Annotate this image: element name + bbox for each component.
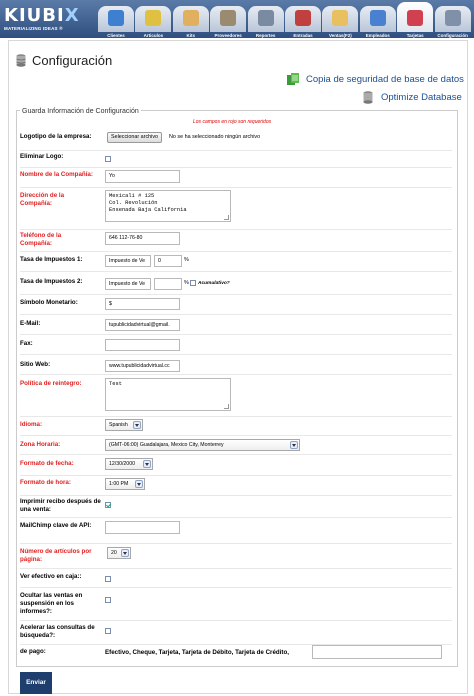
configuracion-icon	[445, 10, 461, 26]
chevron-down-icon	[121, 549, 129, 557]
database-backup-icon	[286, 73, 300, 86]
hide-suspended-checkbox[interactable]	[105, 597, 111, 603]
return-policy-textarea[interactable]	[105, 378, 231, 411]
row-timezone	[20, 435, 452, 455]
fax-input[interactable]	[105, 339, 180, 351]
items-per-page-value: 20	[111, 550, 117, 556]
page-title: Configuración	[32, 53, 113, 68]
articulos-icon	[145, 10, 161, 26]
language-label: Idioma:	[20, 421, 43, 428]
row-time-format	[20, 475, 452, 496]
cash-checkbox[interactable]	[105, 576, 111, 582]
choose-file-button[interactable]: Seleccionar archivo	[107, 132, 162, 143]
row-tax1	[20, 251, 452, 272]
row-mailchimp	[20, 517, 452, 544]
timezone-value: (GMT-06:00) Guadalajara, Mexico City, Monterrey	[109, 442, 224, 448]
row-language	[20, 416, 452, 436]
tax2-label: Tasa de Impuestos 2:	[20, 278, 83, 285]
date-format-label: Formato de fecha:	[20, 460, 74, 467]
currency-label: Símbolo Monetario:	[20, 299, 78, 306]
resize-grip-icon[interactable]	[224, 215, 229, 220]
items-per-page-select[interactable]	[107, 547, 131, 559]
submit-button[interactable]: Enviar	[20, 672, 52, 694]
database-icon	[16, 54, 26, 67]
timezone-select[interactable]	[105, 439, 300, 451]
reportes-icon	[258, 10, 274, 26]
row-website	[20, 354, 452, 375]
row-logo	[20, 128, 452, 151]
chevron-down-icon	[133, 421, 141, 429]
brand-tagline: MATERIALIZING IDEAS ®	[4, 26, 63, 31]
time-format-label: Formato de hora:	[20, 479, 71, 486]
nav-tab-label: Proveedores	[214, 33, 242, 38]
time-format-select[interactable]	[105, 478, 145, 490]
nav-tab-label: Entradas	[293, 33, 313, 38]
phone-input[interactable]: 646 112-76-80	[105, 232, 180, 245]
nav-tab-label: Tarjetas	[406, 33, 424, 38]
cumulative-checkbox[interactable]	[190, 280, 196, 286]
address-text: Mexicali # 125 Col. Revolución Ensenada Baja California	[109, 193, 187, 213]
date-format-select[interactable]	[105, 458, 153, 470]
resize-grip-icon[interactable]	[224, 404, 229, 409]
database-optimize-icon	[363, 91, 373, 104]
tarjetas-icon	[407, 10, 423, 26]
address-textarea[interactable]	[105, 190, 231, 222]
row-return-policy	[20, 374, 452, 417]
website-label: Sitio Web:	[20, 361, 51, 368]
required-note: Los campos en rojo son requeridos	[193, 119, 272, 125]
nav-tab-label: Reportes	[255, 33, 276, 38]
address-label: Dirección de la Compañía:	[20, 192, 65, 207]
tax1-name-input[interactable]: Impuesto de Ve	[105, 255, 151, 267]
tax2-name-input[interactable]: Impuesto de Ve	[105, 278, 151, 290]
top-nav-bar	[0, 0, 474, 38]
language-select[interactable]	[105, 419, 143, 431]
tax1-percent: %	[184, 257, 189, 263]
row-date-format	[20, 454, 452, 476]
chevron-down-icon	[135, 480, 143, 488]
proveedores-icon	[220, 10, 236, 26]
nav-tab-label: Articulos	[143, 33, 164, 38]
file-status: No se ha seleccionado ningún archivo	[169, 134, 261, 140]
row-fax	[20, 334, 452, 355]
nav-tab-label: Empleados	[365, 33, 390, 38]
return-policy-label: Política de reintegro:	[20, 380, 82, 387]
fieldset-legend: Guarda Información de Configuración	[22, 108, 139, 115]
clientes-icon	[108, 10, 124, 26]
hide-suspended-label: Ocultar las ventas en suspensión en los informes?:	[20, 592, 83, 615]
mailchimp-input[interactable]	[105, 521, 180, 534]
tax1-rate-input[interactable]: 0	[154, 255, 182, 267]
tax1-label: Tasa de Impuestos 1:	[20, 256, 83, 263]
row-payment-types	[20, 644, 452, 665]
mailchimp-label: MailChimp clave de API:	[20, 522, 92, 529]
delete-logo-checkbox[interactable]	[105, 156, 111, 162]
optimize-database-link[interactable]: Optimize Database	[381, 92, 462, 103]
kits-icon	[183, 10, 199, 26]
row-delete-logo	[20, 150, 452, 168]
brand-logo[interactable]	[4, 5, 80, 35]
items-per-page-label: Número de artículos por página:	[20, 548, 92, 563]
payment-types-label: de pago:	[20, 648, 46, 655]
language-value: Spanish	[109, 422, 128, 428]
row-print-receipt	[20, 495, 452, 518]
email-label: E-Mail:	[20, 320, 41, 327]
cumulative-label: Acumulativo?	[198, 281, 230, 286]
payment-types-text: Efectivo, Cheque, Tarjeta, Tarjeta de Débito, Tarjeta de Crédito,	[105, 649, 289, 656]
nav-tab-label: Configuración	[437, 33, 468, 38]
print-receipt-checkbox[interactable]	[105, 502, 111, 508]
tax2-rate-input[interactable]	[154, 278, 182, 290]
nav-tab-label: Clientes	[107, 33, 125, 38]
company-input[interactable]: Yo	[105, 170, 180, 183]
nav-tab-label: Ventas(F2)	[329, 33, 352, 38]
company-label: Nombre de la Compañía:	[20, 171, 93, 178]
tax2-percent: %	[184, 280, 189, 286]
chevron-down-icon	[143, 460, 151, 468]
cash-label: Ver efectivo en caja::	[20, 573, 82, 580]
nav-tab-label: Kits	[186, 33, 196, 38]
row-email	[20, 314, 452, 335]
row-currency	[20, 294, 452, 315]
nav-tab-configuracion[interactable]	[435, 2, 471, 38]
return-policy-text: Test	[109, 381, 122, 387]
backup-database-link[interactable]: Copia de seguridad de base de datos	[306, 74, 464, 85]
row-hide-suspended	[20, 587, 452, 621]
ventas-f2-icon	[332, 10, 348, 26]
speed-up-checkbox[interactable]	[105, 628, 111, 634]
phone-label: Teléfono de la Compañía:	[20, 232, 62, 247]
delete-logo-label: Eliminar Logo:	[20, 153, 64, 160]
brand-wordmark: KIUBIX	[4, 5, 80, 26]
entradas-icon	[295, 10, 311, 26]
payment-types-input[interactable]	[312, 645, 442, 659]
row-address	[20, 187, 452, 230]
row-tax2	[20, 271, 452, 295]
row-company	[20, 167, 452, 188]
print-receipt-label: Imprimir recibo después de una venta:	[20, 498, 101, 513]
chevron-down-icon	[290, 441, 298, 449]
row-phone	[20, 229, 452, 252]
currency-input[interactable]: $	[105, 298, 180, 310]
timezone-label: Zona Horaria:	[20, 441, 61, 448]
empleados-icon	[370, 10, 386, 26]
time-format-value: 1:00 PM	[109, 481, 129, 487]
row-speed-up	[20, 620, 452, 645]
fax-label: Fax:	[20, 340, 33, 347]
date-format-value: 12/30/2000	[109, 461, 135, 467]
row-items-per-page	[20, 543, 452, 569]
row-cash	[20, 568, 452, 588]
logo-label: Logotipo de la empresa:	[20, 133, 92, 140]
email-input[interactable]: tupublicidadvirtual@gmail.	[105, 319, 180, 331]
website-input[interactable]: www.tupublicidadvirtual.cc	[105, 360, 180, 372]
speed-up-label: Acelerar las consultas de búsqueda?:	[20, 624, 95, 639]
